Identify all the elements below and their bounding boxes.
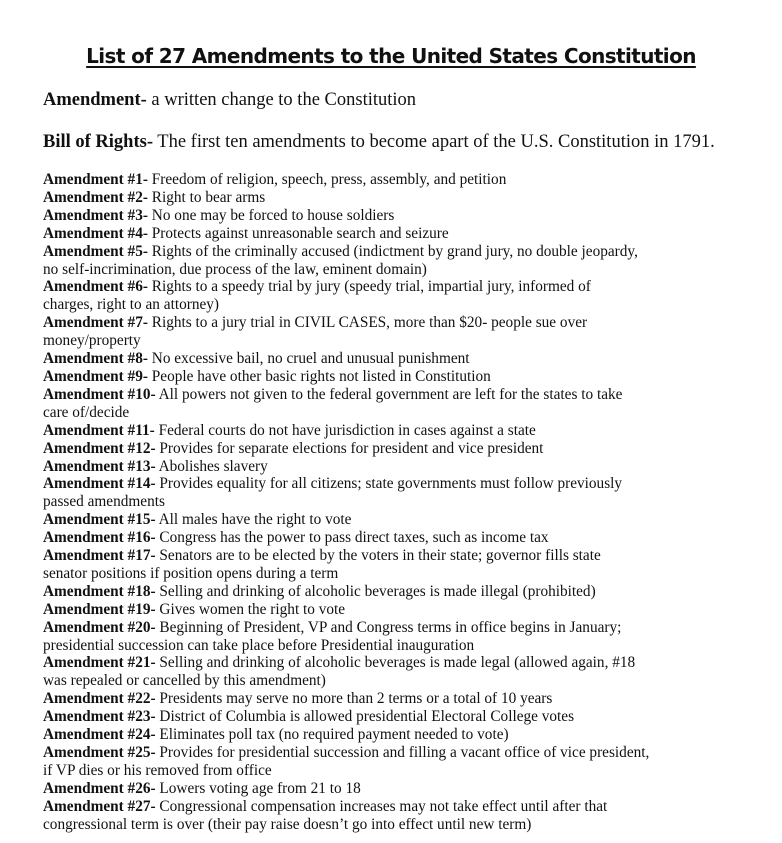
definition-term: Bill of Rights-: [43, 132, 153, 152]
amendment-label: Amendment #16-: [43, 529, 156, 547]
amendment-text-continued: money/property: [43, 332, 141, 350]
amendment-label: Amendment #23-: [43, 708, 156, 726]
amendment-label: Amendment #7-: [43, 314, 148, 332]
amendment-item: [43, 458, 763, 476]
amendment-label: Amendment #11-: [43, 421, 155, 439]
amendment-text: Selling and drinking of alcoholic beverages is made legal (allowed again, #18: [155, 654, 636, 672]
amendment-text: All males have the right to vote: [155, 511, 352, 529]
amendment-text-continued: presidential succession can take place before Presidential inauguration: [43, 636, 475, 654]
amendment-text: Right to bear arms: [147, 188, 266, 206]
amendment-label: Amendment #25-: [43, 744, 156, 761]
amendment-text: Lowers voting age from 21 to 18: [155, 779, 361, 797]
amendment-label: Amendment #12-: [43, 439, 156, 457]
amendment-item: [43, 529, 763, 547]
amendment-item: [43, 726, 763, 744]
definition-text: The first ten amendments to become apart of the U.S. Constitution in 1791.: [152, 132, 715, 152]
amendment-label: Amendment #8-: [43, 350, 148, 368]
amendment-label: Amendment #21-: [43, 654, 156, 672]
amendment-text-continued: was repealed or cancelled by this amendment): [43, 672, 326, 690]
amendment-text: Congressional compensation increases may not take effect until after that: [155, 797, 608, 815]
amendment-label: Amendment #14-: [43, 475, 156, 493]
amendment-item: [43, 780, 763, 798]
amendment-text: Selling and drinking of alcoholic beverages is made illegal (prohibited): [155, 582, 596, 600]
amendment-text-continued: passed amendments: [43, 493, 165, 511]
amendment-text: Abolishes slavery: [155, 457, 268, 475]
amendment-label: Amendment #19-: [43, 600, 156, 618]
amendment-item: [43, 278, 763, 314]
amendment-text: Rights to a speedy trial by jury (speedy trial, impartial jury, informed of: [147, 278, 591, 296]
definition-amendment: [43, 90, 416, 111]
amendment-text-continued: charges, right to an attorney): [43, 296, 219, 314]
amendment-label: Amendment #1-: [43, 171, 148, 188]
amendment-item: [43, 225, 763, 243]
amendment-label: Amendment #9-: [43, 367, 148, 385]
definition-text: a written change to the Constitution: [146, 90, 417, 110]
amendment-label: Amendment #18-: [43, 582, 156, 600]
amendment-item: [43, 189, 763, 207]
amendment-item: [43, 583, 763, 601]
amendment-text: Rights to a jury trial in CIVIL CASES, more than $20- people sue over: [147, 314, 588, 332]
amendment-text: Gives women the right to vote: [155, 600, 346, 618]
definition-term: Amendment-: [43, 90, 147, 110]
amendment-label: Amendment #6-: [43, 278, 148, 296]
amendment-text: Protects against unreasonable search and seizure: [147, 224, 449, 242]
amendment-item: [43, 547, 763, 583]
amendment-label: Amendment #26-: [43, 779, 156, 797]
amendment-text: Provides for separate elections for president and vice president: [155, 439, 544, 457]
amendment-item: [43, 386, 763, 422]
amendment-text: Provides for presidential succession and filling a vacant office of vice president,: [155, 744, 650, 761]
amendment-label: Amendment #10-: [43, 385, 156, 403]
amendment-label: Amendment #5-: [43, 242, 148, 260]
amendment-text-continued: care of/decide: [43, 403, 130, 421]
amendment-label: Amendment #20-: [43, 618, 156, 636]
amendment-text: No one may be forced to house soldiers: [147, 206, 395, 224]
page-title-text: List of 27 Amendments to the United States Constitution: [86, 44, 696, 68]
amendment-text: People have other basic rights not listed in Constitution: [147, 367, 491, 385]
amendment-item: [43, 422, 763, 440]
amendment-text-continued: no self-incrimination, due process of the law, eminent domain): [43, 260, 427, 278]
amendment-label: Amendment #17-: [43, 547, 156, 565]
amendment-item: [43, 475, 763, 511]
amendment-label: Amendment #4-: [43, 224, 148, 242]
amendment-text: Beginning of President, VP and Congress terms in office begins in January;: [155, 618, 622, 636]
amendment-text: No excessive bail, no cruel and unusual punishment: [147, 350, 470, 368]
amendment-item: [43, 350, 763, 368]
amendment-text: Congress has the power to pass direct taxes, such as income tax: [155, 529, 549, 547]
amendment-label: Amendment #27-: [43, 797, 156, 815]
amendment-text: Federal courts do not have jurisdiction in cases against a state: [154, 421, 536, 439]
amendment-item: [43, 708, 763, 726]
amendment-label: Amendment #2-: [43, 188, 148, 206]
amendment-label: Amendment #22-: [43, 690, 156, 708]
amendment-item: [43, 207, 763, 225]
amendment-item: [43, 171, 763, 189]
amendment-text: Presidents may serve no more than 2 terms or a total of 10 years: [155, 690, 553, 708]
amendment-item: [43, 511, 763, 529]
amendment-text: Eliminates poll tax (no required payment needed to vote): [155, 726, 509, 744]
amendment-text: Senators are to be elected by the voters in their state; governor fills state: [155, 547, 601, 565]
amendment-label: Amendment #24-: [43, 726, 156, 744]
amendment-item: [43, 243, 763, 279]
amendment-text-continued: senator positions if position opens during a term: [43, 564, 339, 582]
amendment-item: [43, 744, 763, 780]
amendment-label: Amendment #15-: [43, 511, 156, 529]
amendment-item: [43, 654, 763, 690]
amendment-label: Amendment #13-: [43, 457, 156, 475]
amendment-text: Freedom of religion, speech, press, assembly, and petition: [147, 171, 507, 188]
amendment-label: Amendment #3-: [43, 206, 148, 224]
amendment-text: Rights of the criminally accused (indictment by grand jury, no double jeopardy,: [147, 242, 638, 260]
amendment-item: [43, 619, 763, 655]
amendment-item: [43, 314, 763, 350]
amendment-item: [43, 798, 763, 834]
amendment-item: [43, 690, 763, 708]
amendment-text-continued: if VP dies or his removed from office: [43, 761, 272, 779]
amendment-item: [43, 368, 763, 386]
amendment-list: [43, 171, 763, 834]
amendment-text: Provides equality for all citizens; state governments must follow previously: [155, 475, 623, 493]
amendment-text-continued: congressional term is over (their pay raise doesn’t go into effect until new term): [43, 815, 532, 833]
page-title: [0, 44, 782, 68]
definition-bill-of-rights: [43, 132, 715, 153]
amendment-item: [43, 440, 763, 458]
amendment-item: [43, 601, 763, 619]
amendment-text: District of Columbia is allowed presidential Electoral College votes: [155, 708, 575, 726]
amendment-text: All powers not given to the federal government are left for the states to take: [155, 385, 623, 403]
